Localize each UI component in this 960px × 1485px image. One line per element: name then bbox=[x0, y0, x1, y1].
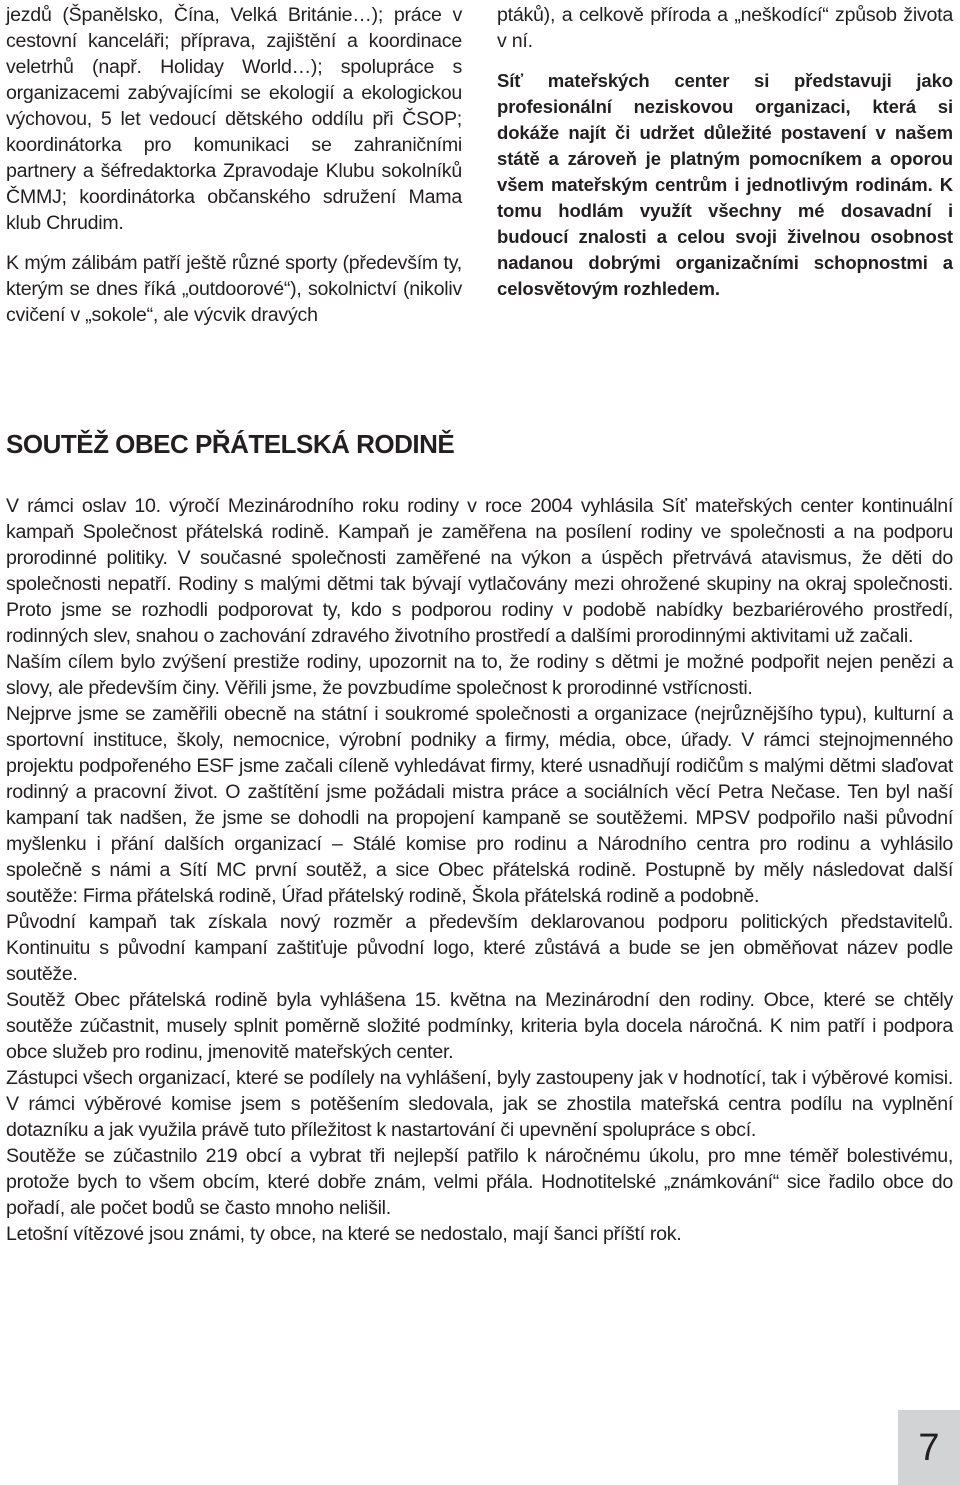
body-paragraph: Letošní vítězové jsou známi, ty obce, na které se nedostalo, mají šanci příští rok. bbox=[6, 1223, 682, 1245]
right-paragraph-1: ptáků), a celkově příroda a „neškodící“ způsob života v ní. bbox=[497, 4, 953, 52]
left-column bbox=[6, 2, 462, 342]
bold-statement: Síť mateřských center si představuji jako profesionální neziskovou organizaci, která si dokáže najít či udržet důležité postavení v našem státě a zároveň je platným pomocníkem a oporou všem mateřským centrům i jednotlivým rodinám. K tomu hodlám využít všechny mé dosavadní i budoucí znalosti a celou svoji živelnou osobnost nadanou dobrými organizačními schopnostmi a celosvětovým rozhledem. bbox=[497, 70, 953, 299]
body-paragraph: Soutěže se zúčastnilo 219 obcí a vybrat tři nejlepší patřilo k náročnému úkolu, pro mne téměř bolestivému, protože bych to všem obcím, které dobře znám, velmi přála. Hodnotitelské „známkování“ sice řadilo obce do pořadí, ale počet bodů se často mnoho nelišil. bbox=[6, 1145, 953, 1219]
section-body bbox=[6, 493, 953, 1247]
left-paragraph-1: jezdů (Španělsko, Čína, Velká Británie…); práce v cestovní kanceláři; příprava, zajištění a koordinace veletrhů (např. Holiday World…); spolupráce s organizacemi zabývajícími se ekologií a ekologickou výchovou, 5 let vedoucí dětského oddílu při ČSOP; koordinátorka pro komunikaci se zahraničními partnery a šéfredaktorka Zpravodaje Klubu sokolníků ČMMJ; koordinátorka občanského sdružení Mama klub Chrudim. bbox=[6, 4, 462, 234]
body-paragraph: Naším cílem bylo zvýšení prestiže rodiny, upozornit na to, že rodiny s dětmi je možné podpořit nejen penězi a slovy, ale především činy. Věřili jsme, že povzbudíme společnost k prorodinné vstřícnosti. bbox=[6, 651, 953, 699]
right-column bbox=[497, 2, 953, 316]
left-paragraph-2: K mým zálibám patří ještě různé sporty (především ty, kterým se dnes říká „outdoorové“), sokolnictví (nikoliv cvičení v „sokole“, ale výcvik dravých bbox=[6, 252, 462, 326]
section-heading: SOUTĚŽ OBEC PŘÁTELSKÁ RODINĚ bbox=[6, 429, 455, 459]
body-paragraph: V rámci oslav 10. výročí Mezinárodního roku rodiny v roce 2004 vyhlásila Síť mateřských center kontinuální kampaň Společnost přátelská rodině. Kampaň je zaměřena na posílení rodiny ve společnosti a na podporu prorodinné politiky. V současné společnosti zaměřené na výkon a úspěch přetrvává atavismus, že děti do společnosti nepatří. Rodiny s malými dětmi tak bývají vytlačovány mezi ohrožené skupiny na okraj společnosti. Proto jsme se rozhodli podporovat ty, kdo s podporou rodiny v podobě nabídky bezbariérového prostředí, rodinných slev, snahou o zachování zdravého životního prostředí a dalšími prorodinnými aktivitami už začali. bbox=[6, 495, 953, 647]
page-number: 7 bbox=[898, 1410, 960, 1485]
body-paragraph: Soutěž Obec přátelská rodině byla vyhlášena 15. května na Mezinárodní den rodiny. Obce, které se chtěly soutěže zúčastnit, musely splnit poměrně složité podmínky, kriteria byla docela náročná. K nim patří i podpora obce služeb pro rodinu, jmenovitě mateřských center. bbox=[6, 989, 953, 1063]
body-paragraph: Původní kampaň tak získala nový rozměr a především deklarovanou podporu politických představitelů. Kontinuitu s původní kampaní zaštiťuje původní logo, které zůstává a bude se jen obměňovat název podle soutěže. bbox=[6, 911, 953, 985]
body-paragraph: Zástupci všech organizací, které se podílely na vyhlášení, byly zastoupeny jak v hodnotící, tak i výběrové komisi. V rámci výběrové komise jsem s potěšením sledovala, jak se zhostila mateřská centra podílu na vyplnění dotazníku a jak využila právě tuto příležitost k nastartování či upevnění spolupráce s obcí. bbox=[6, 1067, 953, 1141]
body-paragraph: Nejprve jsme se zaměřili obecně na státní i soukromé společnosti a organizace (nejrůznějšího typu), kulturní a sportovní instituce, školy, nemocnice, výrobní podniky a firmy, média, obce, úřady. V rámci stejnojmenného projektu podpořeného ESF jsme začali cíleně vyhledávat firmy, které usnadňují rodičům s malými dětmi slaďovat rodinný a pracovní život. O zaštítění jsme požádali mistra práce a sociálních věcí Petra Nečase. Ten byl naší kampaní tak nadšen, že jsme se dohodli na propojení kampaně se soutěžemi. MPSV podpořilo naši původní myšlenku i přání dalších organizací – Stálé komise pro rodinu a Národního centra pro rodinu a vyhlásilo společně s námi a Sítí MC první soutěž, a sice Obec přátelská rodině. Postupně by měly následovat další soutěže: Firma přátelská rodině, Úřad přátelský rodině, Škola přátelská rodině a podobně. bbox=[6, 703, 953, 907]
